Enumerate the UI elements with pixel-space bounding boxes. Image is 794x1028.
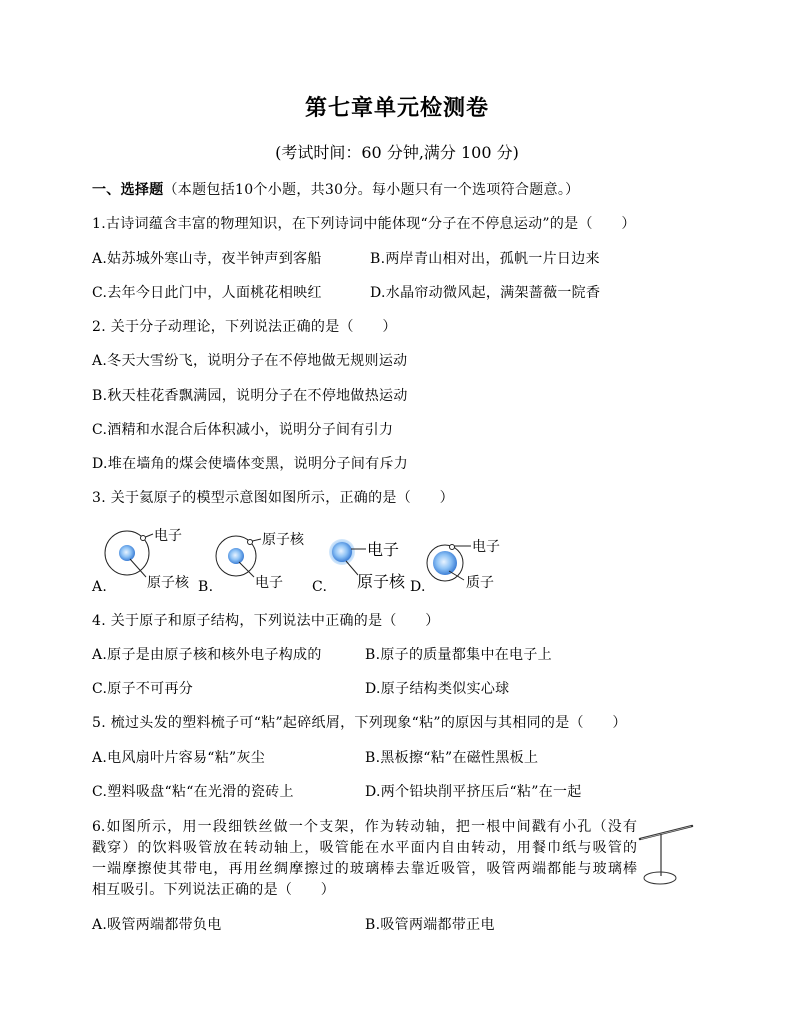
atom-model-figures [90, 515, 510, 600]
question-3-stem: 3. 关于氦原子的模型示意图如图所示，正确的是（ ） [92, 490, 454, 506]
question-6-option-a: A.吸管两端都带负电 [92, 917, 222, 933]
stand-base [644, 872, 676, 884]
electron-dot [450, 545, 455, 550]
question-6-stem-line-3: 一端摩擦使其带电，再用丝绸摩擦过的玻璃棒去靠近吸管，吸管两端都能与玻璃棒 [92, 861, 637, 877]
question-3-option-b: B. [198, 579, 214, 595]
question-4-option-a: A.原子是由原子核和核外电子构成的 [92, 647, 322, 663]
question-2-option-b: B.秋天桂花香飘满园，说明分子在不停地做热运动 [92, 388, 408, 404]
question-5-stem: 5. 梳过头发的塑料梳子可“粘”起碎纸屑，下列现象“粘”的原因与其相同的是（ ） [92, 715, 627, 731]
question-2-option-c: C.酒精和水混合后体积减小，说明分子间有引力 [92, 422, 394, 438]
figure-a-label-nucleus: 原子核 [147, 575, 189, 591]
leader-line [239, 562, 254, 577]
section-note: （本题包括10个小题，共30分。每小题只有一个选项符合题意。） [163, 182, 580, 198]
figure-a-label-electron: 电子 [154, 528, 182, 544]
question-5-option-a: A.电风扇叶片容易“粘”灰尘 [92, 750, 266, 766]
question-1-stem: 1.古诗词蕴含丰富的物理知识，在下列诗词中能体现“分子在不停息运动”的是（ ） [92, 216, 636, 232]
figure-c [329, 539, 406, 591]
question-4-option-d: D.原子结构类似实心球 [365, 681, 510, 697]
leader-line [253, 539, 262, 541]
question-2-option-a: A.冬天大雪纷飞，说明分子在不停地做无规则运动 [92, 353, 408, 369]
question-4-stem: 4. 关于原子和原子结构，下列说法中正确的是（ ） [92, 613, 440, 629]
question-1-option-d: D.水晶帘动微风起，满架蔷薇一院香 [370, 285, 601, 301]
leader-line [449, 571, 464, 580]
figure-b [216, 531, 305, 591]
figure-d-label-proton: 质子 [466, 575, 494, 591]
question-2-option-d: D.堆在墙角的煤会使墙体变黑，说明分子间有斥力 [92, 456, 409, 472]
section-label: 一、选择题 [92, 182, 164, 198]
figure-c-label-nucleus: 原子核 [357, 572, 406, 591]
electron-dot [248, 540, 253, 545]
leader-line [146, 534, 154, 537]
nucleus-ball [228, 548, 244, 564]
question-3-option-a: A. [92, 579, 108, 595]
section-heading [92, 180, 579, 200]
nucleus-ball [332, 542, 352, 562]
straw-inner [641, 826, 691, 839]
nucleus-ball [433, 551, 457, 575]
nucleus-ball [119, 545, 135, 561]
question-4-option-b: B.原子的质量都集中在电子上 [365, 647, 552, 663]
figure-d [427, 538, 500, 591]
question-6-stem-line-2: 戳穿）的饮料吸管放在转动轴上，吸管能在水平面内自由转动，用餐巾纸与吸管的 [92, 840, 637, 856]
question-4-option-c: C.原子不可再分 [92, 681, 194, 697]
figure-d-label-electron: 电子 [472, 539, 500, 555]
question-5-option-b: B.黑板擦“粘”在磁性黑板上 [365, 750, 539, 766]
page-title: 第七章单元检测卷 [304, 95, 489, 121]
electron-dot [141, 536, 146, 541]
question-2-stem: 2. 关于分子动理论，下列说法正确的是（ ） [92, 319, 397, 335]
figure-c-label-electron: 电子 [367, 540, 400, 559]
question-6-stem-line-4: 相互吸引。下列说法正确的是（ ） [92, 882, 336, 898]
question-5-option-c: C.塑料吸盘“粘“在光滑的瓷砖上 [92, 784, 294, 800]
question-5-option-d: D.两个铅块削平挤压后“粘”在一起 [365, 784, 582, 800]
figure-b-label-nucleus: 原子核 [262, 532, 304, 548]
straw-stand-figure [630, 815, 705, 895]
question-1-option-a: A.姑苏城外寒山寺，夜半钟声到客船 [92, 251, 322, 267]
question-1-option-b: B.两岸青山相对出，孤帆一片日边来 [370, 251, 600, 267]
question-6-option-b: B.吸管两端都带正电 [365, 917, 495, 933]
question-1-option-c: C.去年今日此门中，人面桃花相映红 [92, 285, 322, 301]
figure-a [105, 527, 190, 591]
exam-info: (考试时间：60 分钟,满分 100 分) [275, 143, 519, 162]
figure-b-label-electron: 电子 [255, 575, 283, 591]
question-3-option-d: D. [410, 579, 426, 595]
question-6-stem-line-1: 6.如图所示，用一段细铁丝做一个支架，作为转动轴，把一根中间戳有小孔（没有 [92, 819, 637, 835]
question-3-option-c: C. [312, 579, 328, 595]
